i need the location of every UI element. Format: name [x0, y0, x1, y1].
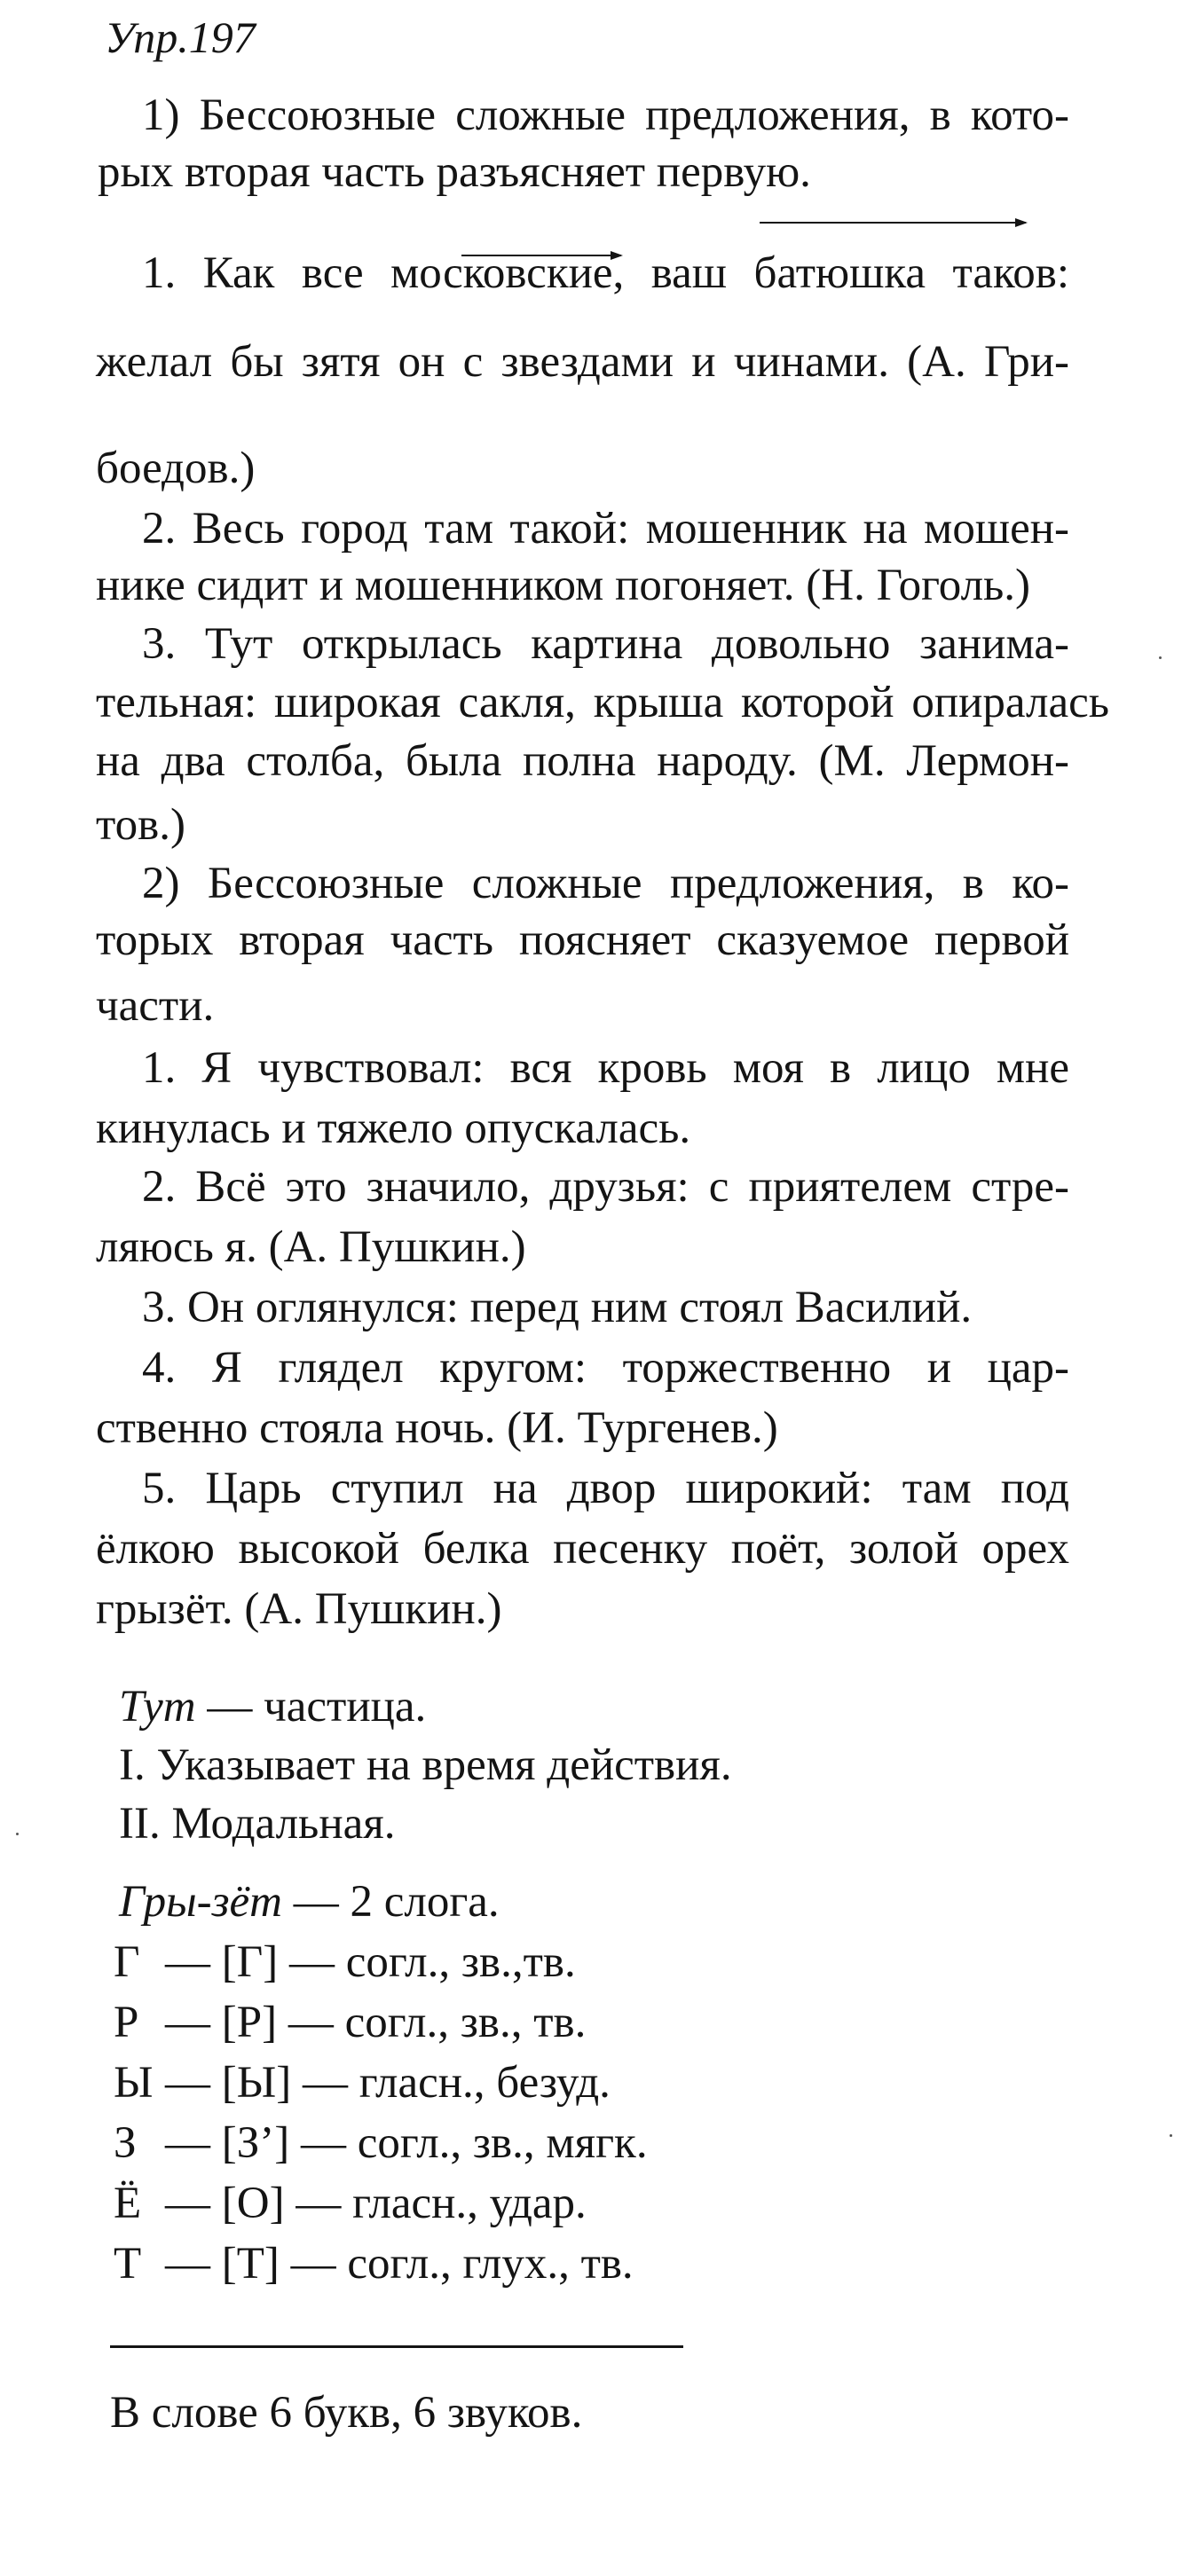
- phonetic-row: [114, 2237, 634, 2290]
- s2-2-line2: ляюсь я. (А. Пушкин.): [96, 1222, 526, 1272]
- s2-2-line1: 2. Всё это значило, друзья: с приятелем стре-: [142, 1162, 1069, 1212]
- section1-title-line2: рых вторая часть разъясняет первую.: [98, 147, 811, 197]
- s1-1-line1: 1. Как все московские, ваш батюшка таков:: [142, 248, 1069, 298]
- tut-pos: — частица.: [195, 1682, 427, 1732]
- letter: Р: [114, 1998, 139, 2047]
- phonetic-row: [114, 1996, 586, 2049]
- tut-meaning-1: I. Указывает на время действия.: [119, 1740, 732, 1790]
- s2-4-line1: 4. Я глядел кругом: торжественно и цар-: [142, 1343, 1069, 1393]
- section2-title-line2: торых вторая часть поясняет сказуемое первой: [96, 915, 1069, 965]
- s1-1-line2: желал бы зятя он с звездами и чинами. (А. Гри-: [96, 337, 1069, 387]
- s1-3-line4: тов.): [96, 800, 185, 850]
- letter: Ё: [114, 2179, 142, 2228]
- section2-title-line1: 2) Бессоюзные сложные предложения, в ко-: [142, 859, 1069, 908]
- letter: Ы: [114, 2058, 154, 2108]
- s2-5-line3: грызёт. (А. Пушкин.): [96, 1584, 502, 1634]
- s1-3-line2: тельная: широкая сакля, крыша которой опиралась: [96, 678, 1109, 727]
- phonetic-row: [114, 2056, 611, 2109]
- sound: — [О]: [165, 2179, 285, 2228]
- letter: Г: [114, 1937, 140, 1987]
- s2-3-line1: 3. Он оглянулся: перед ним стоял Василий.: [142, 1283, 973, 1332]
- sound: — [Ы]: [165, 2058, 292, 2108]
- syllable-split: [119, 1875, 500, 1928]
- phonetic-row: [114, 2117, 648, 2170]
- tut-meaning-2: II. Модальная.: [119, 1799, 396, 1849]
- letter: Т: [114, 2239, 142, 2289]
- s2-1-line2: кинулась и тяжело опускалась.: [96, 1103, 691, 1153]
- scan-speck: [1159, 656, 1162, 659]
- tut-word: Тут: [119, 1682, 196, 1732]
- s1-2-line1: 2. Весь город там такой: мошенник на мошен-: [142, 504, 1069, 554]
- exercise-number: Упр.197: [105, 12, 256, 62]
- sound: — [Т]: [165, 2239, 280, 2289]
- summary: В слове 6 букв, 6 звуков.: [110, 2388, 583, 2438]
- s1-1-line3: боедов.): [96, 444, 256, 493]
- sound: — [Р]: [165, 1998, 278, 2047]
- predicate-arrow: [760, 222, 1026, 224]
- section2-title-line3: части.: [96, 981, 215, 1031]
- divider: [110, 2345, 683, 2348]
- section1-title-line1: 1) Бессоюзные сложные предложения, в кото-: [142, 90, 1069, 140]
- syllable-count: — 2 слога.: [281, 1877, 500, 1927]
- sound-desc: — согл., глух., тв.: [279, 2239, 634, 2289]
- syllable-word: Гры-зёт: [119, 1877, 282, 1927]
- sound-desc: — согл., зв.,тв.: [278, 1937, 576, 1987]
- s2-5-line2: ёлкою высокой белка песенку поёт, золой орех: [96, 1524, 1069, 1574]
- sound: — [З’]: [165, 2118, 290, 2168]
- sound: — [Г]: [165, 1937, 279, 1987]
- scan-speck: [1170, 2134, 1172, 2137]
- s2-5-line1: 5. Царь ступил на двор широкий: там под: [142, 1464, 1069, 1513]
- s2-4-line2: ственно стояла ночь. (И. Тургенев.): [96, 1403, 778, 1453]
- sound-desc: — согл., зв., мягк.: [289, 2118, 648, 2168]
- sound-desc: — гласн., удар.: [284, 2179, 587, 2228]
- phonetic-row: [114, 2177, 587, 2230]
- tut-definition: [119, 1680, 426, 1733]
- s1-3-line3: на два столба, была полна народу. (М. Лермон-: [96, 736, 1069, 786]
- sound-desc: — согл., зв., тв.: [277, 1998, 587, 2047]
- letter: З: [114, 2118, 137, 2168]
- phonetic-row: [114, 1936, 576, 1989]
- s1-2-line2: нике сидит и мошенником погоняет. (Н. Гоголь.): [96, 561, 1031, 610]
- sound-desc: — гласн., безуд.: [291, 2058, 611, 2108]
- s2-1-line1: 1. Я чувствовал: вся кровь моя в лицо мне: [142, 1043, 1069, 1093]
- scan-speck: [16, 1833, 19, 1835]
- s1-3-line1: 3. Тут открылась картина довольно занима-: [142, 619, 1069, 669]
